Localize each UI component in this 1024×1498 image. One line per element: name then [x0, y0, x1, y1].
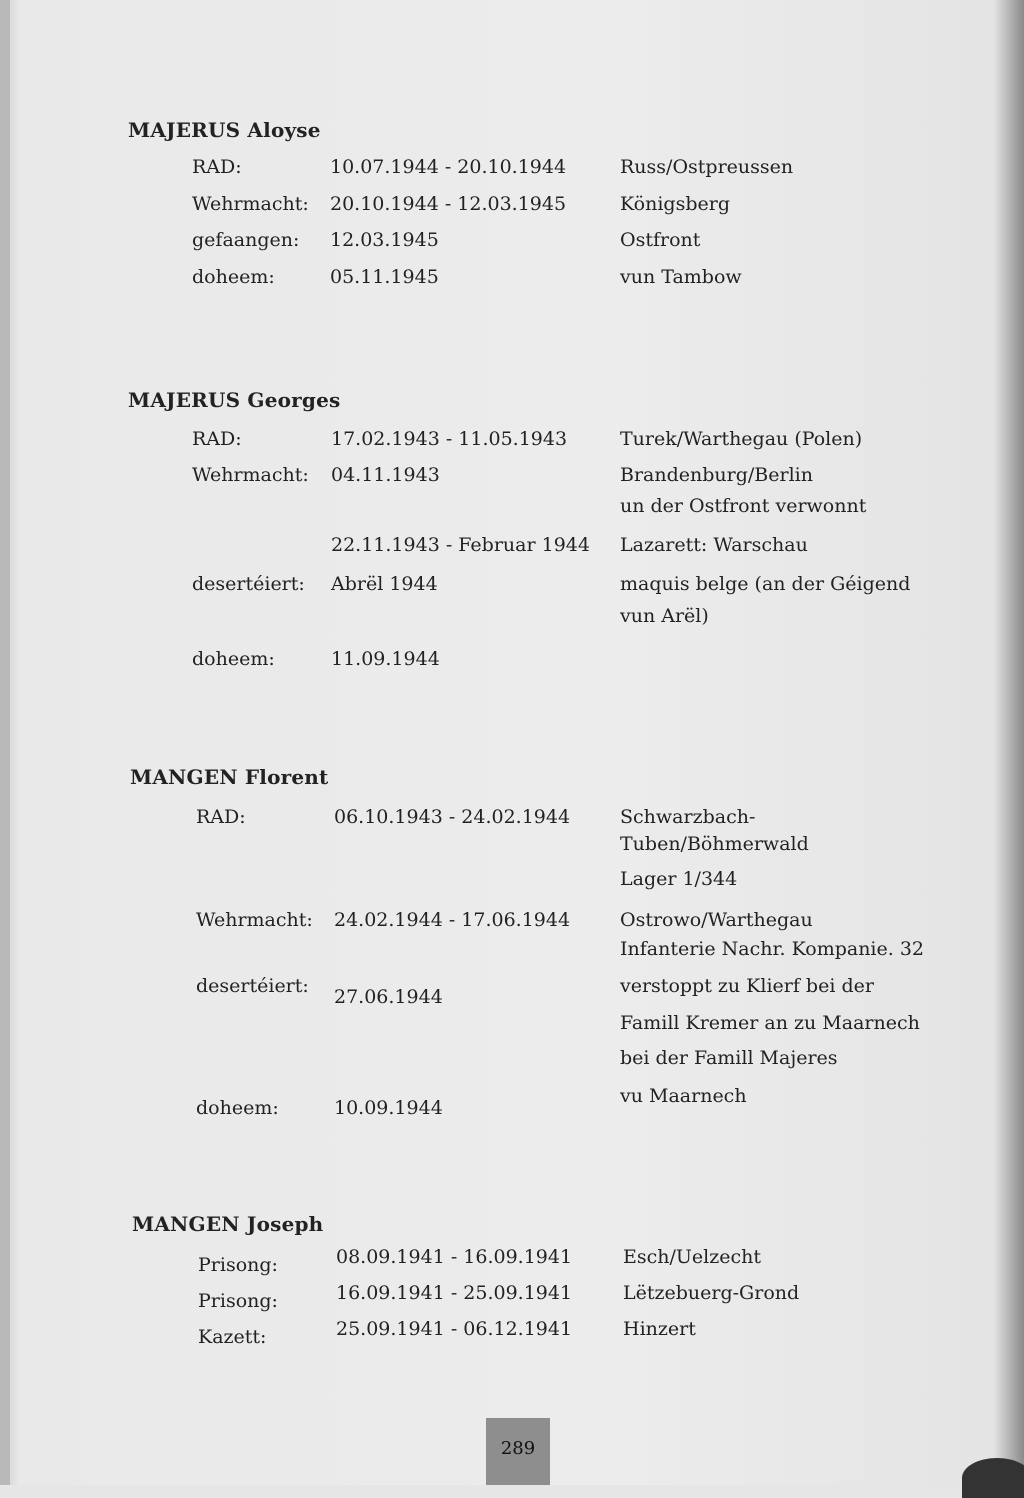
entry-name: MANGEN Joseph [132, 1212, 324, 1236]
page-corner-shadow [962, 1458, 1024, 1498]
row-place: Lëtzebuerg-Grond [623, 1282, 800, 1304]
row-place: Schwarzbach- [620, 806, 756, 828]
entry-name: MAJERUS Aloyse [128, 118, 321, 142]
row-label: RAD: [196, 806, 246, 828]
row-label: doheem: [196, 1097, 279, 1119]
row-date: 11.09.1944 [331, 648, 440, 670]
row-place: Ostfront [620, 229, 701, 251]
row-label: Wehrmacht: [192, 464, 309, 486]
row-date: 20.10.1944 - 12.03.1945 [330, 193, 567, 215]
row-label: RAD: [192, 156, 242, 178]
row-label: Prisong: [198, 1254, 278, 1276]
row-date: 10.07.1944 - 20.10.1944 [330, 156, 567, 178]
row-place: Esch/Uelzecht [623, 1246, 762, 1268]
row-date: 16.09.1941 - 25.09.1941 [336, 1282, 573, 1304]
row-place: vun Tambow [620, 266, 742, 288]
row-date: 12.03.1945 [330, 229, 439, 251]
row-place: Russ/Ostpreussen [620, 156, 794, 178]
row-date: 10.09.1944 [334, 1097, 443, 1119]
row-label: Kazett: [198, 1326, 267, 1348]
row-place: un der Ostfront verwonnt [620, 495, 867, 517]
row-place: verstoppt zu Klierf bei der [620, 975, 874, 997]
row-label: Wehrmacht: [196, 909, 313, 931]
row-place: Brandenburg/Berlin [620, 464, 813, 486]
row-date: 24.02.1944 - 17.06.1944 [334, 909, 571, 931]
row-place: vu Maarnech [620, 1085, 747, 1107]
row-label: Prisong: [198, 1290, 278, 1312]
row-place: Famill Kremer an zu Maarnech [620, 1012, 920, 1034]
row-place: maquis belge (an der Géigend [620, 573, 911, 595]
row-place: Turek/Warthegau (Polen) [620, 428, 863, 450]
row-date: 05.11.1945 [330, 266, 439, 288]
page-number: 289 [486, 1418, 550, 1485]
row-place: Infanterie Nachr. Kompanie. 32 [620, 938, 925, 960]
row-label: Wehrmacht: [192, 193, 309, 215]
row-date: 08.09.1941 - 16.09.1941 [336, 1246, 573, 1268]
row-label: gefaangen: [192, 229, 300, 251]
row-date: 04.11.1943 [331, 464, 440, 486]
row-date: 22.11.1943 - Februar 1944 [331, 534, 590, 556]
entry-name: MAJERUS Georges [128, 388, 341, 412]
row-date: 17.02.1943 - 11.05.1943 [331, 428, 568, 450]
row-label: desertéiert: [192, 573, 305, 595]
row-date: 06.10.1943 - 24.02.1944 [334, 806, 571, 828]
row-place: Lazarett: Warschau [620, 534, 808, 556]
row-label: doheem: [192, 648, 275, 670]
entry-name: MANGEN Florent [130, 765, 329, 789]
row-date: 27.06.1944 [334, 986, 443, 1008]
row-place: Lager 1/344 [620, 868, 738, 890]
row-place: Ostrowo/Warthegau [620, 909, 813, 931]
row-label: desertéiert: [196, 975, 309, 997]
row-place: Königsberg [620, 193, 731, 215]
row-label: doheem: [192, 266, 275, 288]
row-place: vun Arël) [620, 605, 709, 627]
page-binding [0, 0, 10, 1485]
row-place: Hinzert [623, 1318, 696, 1340]
row-place: bei der Famill Majeres [620, 1047, 838, 1069]
row-date: 25.09.1941 - 06.12.1941 [336, 1318, 573, 1340]
row-label: RAD: [192, 428, 242, 450]
row-place: Tuben/Böhmerwald [620, 833, 809, 855]
row-date: Abrël 1944 [331, 573, 438, 595]
